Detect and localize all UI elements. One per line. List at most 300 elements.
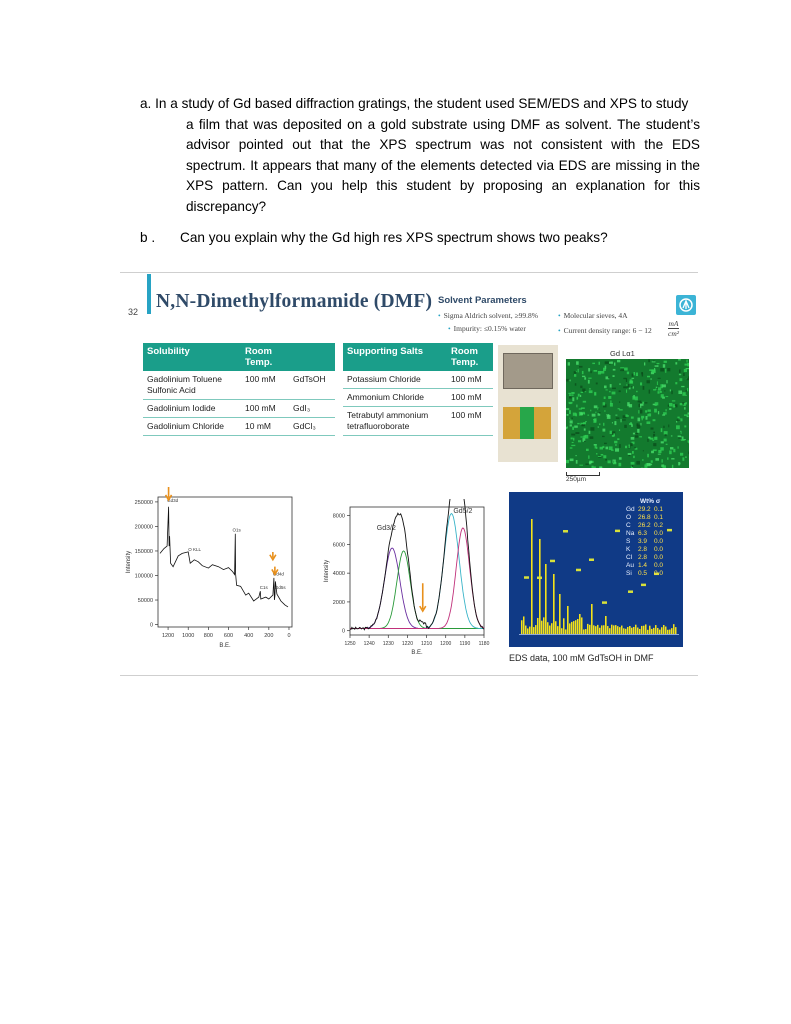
map-speckle — [609, 362, 613, 364]
eds-bar — [641, 626, 643, 634]
map-speckle — [578, 394, 580, 397]
map-speckle — [661, 394, 664, 398]
map-speckle — [678, 446, 679, 448]
eds-bar — [637, 628, 639, 634]
map-speckle — [662, 459, 663, 462]
gd52-label: Gd5/2 — [453, 507, 473, 515]
eds-bar — [581, 617, 583, 634]
map-speckle — [687, 388, 688, 391]
eds-label-tag — [537, 577, 542, 580]
map-speckle — [582, 376, 585, 377]
map-speckle — [643, 450, 644, 451]
map-speckle — [585, 391, 587, 392]
eds-bar — [523, 616, 525, 634]
map-speckle — [629, 388, 631, 390]
eds-bar — [587, 624, 589, 634]
map-speckle — [602, 436, 605, 437]
eds-bar — [623, 628, 625, 634]
map-speckle — [619, 457, 622, 460]
eds-bar — [599, 628, 601, 634]
map-speckle — [655, 404, 657, 406]
map-speckle — [615, 415, 617, 416]
map-speckle — [670, 389, 671, 391]
map-speckle — [670, 447, 673, 449]
map-speckle — [580, 436, 583, 437]
y-tick-label: 100000 — [134, 573, 153, 580]
map-speckle — [658, 454, 661, 455]
map-speckle — [635, 396, 638, 400]
map-speckle — [688, 413, 690, 415]
eds-bar — [557, 626, 559, 634]
eds-bar — [615, 625, 617, 634]
map-speckle — [604, 411, 606, 412]
eds-bar — [595, 626, 597, 634]
map-speckle — [663, 412, 667, 414]
eds-bar — [573, 621, 575, 634]
plot-frame — [158, 497, 292, 627]
map-speckle — [601, 454, 604, 456]
eds-bar — [583, 629, 585, 634]
map-speckle — [669, 408, 671, 410]
map-speckle — [599, 423, 600, 425]
y-tick-label: 6000 — [332, 542, 345, 549]
current-density-unit: mA cm² — [668, 319, 679, 338]
map-speckle — [588, 455, 589, 458]
slide-title: N,N-Dimethylformamide (DMF) — [156, 291, 433, 312]
map-speckle — [652, 440, 654, 441]
map-speckle — [675, 404, 678, 407]
question-a-first-line: a. In a study of Gd based diffraction gratings, the student used SEM/EDS and XPS to study — [140, 96, 689, 111]
map-speckle — [631, 437, 635, 440]
eds-bar — [535, 625, 537, 634]
map-speckle — [624, 425, 627, 428]
map-speckle — [579, 465, 583, 466]
y-tick-label: 50000 — [137, 598, 153, 605]
peak-annotation: O1s — [232, 527, 241, 533]
map-speckle — [658, 387, 661, 390]
map-speckle — [608, 376, 609, 378]
map-speckle — [684, 425, 686, 427]
map-speckle — [632, 374, 634, 377]
map-speckle — [680, 453, 683, 456]
map-speckle — [582, 371, 584, 374]
eds-bar — [619, 627, 621, 634]
map-speckle — [568, 362, 570, 365]
y-axis-label: Intensity — [324, 559, 330, 583]
map-speckle — [627, 372, 629, 375]
map-speckle — [613, 375, 615, 377]
eds-label-tag — [615, 530, 620, 533]
map-speckle — [603, 429, 606, 432]
eds-table-row: Na 6.3 0.0 — [626, 530, 664, 537]
eds-bar — [663, 625, 665, 634]
map-speckle — [603, 423, 604, 426]
map-speckle — [569, 410, 571, 414]
map-speckle — [686, 395, 687, 396]
sample-photo — [498, 345, 558, 462]
map-speckle — [589, 431, 591, 434]
map-speckle — [642, 402, 644, 404]
eds-bar — [571, 622, 573, 634]
x-tick-label: 800 — [203, 633, 213, 639]
data-line — [350, 499, 484, 630]
map-speckle — [666, 396, 669, 397]
map-speckle — [647, 380, 650, 383]
map-speckle — [664, 390, 665, 391]
map-speckle — [596, 453, 597, 455]
map-speckle — [653, 419, 656, 421]
map-speckle — [577, 423, 580, 424]
formula-header — [289, 343, 335, 371]
slide-number: 32 — [128, 307, 139, 317]
eds-bar — [591, 629, 593, 634]
eds-label-tag — [602, 601, 607, 604]
map-speckle — [647, 439, 648, 442]
map-speckle — [671, 458, 674, 459]
map-speckle — [642, 459, 643, 461]
map-speckle — [590, 371, 591, 374]
map-speckle — [640, 382, 642, 385]
question-a-body: a film that was deposited on a gold substrate using DMF as solvent. The student’s advisor pointed out that the XPS spectrum was not consistent with the EDS spectrum. It appears that many of the elements detected via EDS are missing in the XPS pattern. Can you help this student by proposing an explanation for this discrepancy? — [186, 116, 700, 214]
eds-bar — [629, 629, 631, 634]
y-tick-label: 4000 — [332, 571, 345, 578]
map-speckle — [668, 425, 669, 428]
map-speckle — [583, 422, 586, 424]
map-speckle — [601, 371, 605, 374]
map-speckle — [593, 419, 596, 420]
map-speckle — [579, 366, 583, 368]
x-tick-label: 600 — [223, 633, 234, 639]
map-speckle — [635, 435, 638, 437]
map-speckle — [628, 455, 630, 456]
map-speckle — [645, 410, 647, 412]
map-speckle — [566, 408, 569, 410]
x-tick-label: 1180 — [478, 641, 490, 647]
eds-label-tag — [563, 530, 568, 533]
eds-bar — [563, 618, 565, 634]
eds-bar — [575, 620, 577, 634]
map-speckle — [671, 391, 672, 395]
map-speckle — [574, 374, 576, 377]
map-speckle — [612, 388, 616, 390]
map-speckle — [586, 449, 589, 451]
map-speckle — [634, 447, 635, 449]
map-speckle — [576, 405, 577, 408]
eds-bar — [655, 625, 657, 634]
map-speckle — [638, 410, 639, 413]
eds-bar — [659, 630, 661, 634]
eds-bar — [569, 623, 571, 634]
map-speckle — [590, 410, 591, 412]
map-speckle — [647, 454, 649, 458]
map-speckle — [619, 390, 621, 392]
map-speckle — [679, 437, 682, 439]
map-speckle — [599, 466, 602, 468]
map-speckle — [570, 420, 573, 423]
eds-bar — [613, 625, 615, 634]
map-speckle — [580, 395, 581, 397]
map-speckle — [653, 434, 655, 437]
eds-label-tag — [576, 569, 581, 572]
eds-bar — [653, 628, 655, 634]
map-speckle — [567, 414, 569, 416]
map-speckle — [584, 428, 586, 430]
map-speckle — [596, 383, 598, 385]
map-speckle — [594, 405, 598, 408]
eds-bar — [577, 619, 579, 634]
eds-bar — [643, 626, 645, 634]
eds-bar — [673, 624, 675, 634]
eds-bar — [651, 629, 653, 634]
map-speckle — [580, 386, 582, 389]
map-speckle — [571, 445, 575, 446]
x-tick-label: 0 — [287, 633, 291, 639]
map-speckle — [672, 465, 673, 468]
eds-bar — [627, 627, 629, 634]
eds-bar — [527, 628, 529, 634]
eds-bar — [649, 626, 651, 634]
map-speckle — [660, 368, 664, 371]
map-speckle — [608, 460, 611, 463]
map-speckle — [669, 451, 672, 455]
map-speckle — [648, 410, 651, 412]
map-speckle — [567, 427, 568, 428]
map-speckle — [615, 444, 617, 445]
eds-bar — [551, 623, 553, 634]
map-speckle — [631, 424, 633, 427]
map-speckle — [576, 361, 579, 365]
map-speckle — [633, 456, 635, 458]
map-speckle — [657, 363, 660, 364]
map-speckle — [592, 466, 594, 468]
map-speckle — [569, 394, 571, 396]
map-speckle — [652, 361, 656, 362]
map-speckle — [569, 403, 572, 404]
eds-table-row: K 2.8 0.0 — [626, 546, 664, 553]
map-speckle — [619, 463, 622, 467]
eds-bar — [657, 628, 659, 634]
x-tick-label: 400 — [244, 633, 254, 639]
map-speckle — [604, 386, 607, 389]
map-speckle — [614, 441, 617, 444]
peak-annotation: Gd3d — [167, 497, 179, 503]
map-speckle — [676, 425, 680, 429]
map-speckle — [665, 434, 667, 436]
orange-arrow-icon — [270, 552, 276, 560]
map-speckle — [575, 383, 577, 386]
map-speckle — [606, 447, 609, 450]
eds-label-tag — [524, 576, 529, 579]
map-speckle — [662, 414, 665, 415]
y-tick-label: 150000 — [134, 548, 153, 555]
map-speckle — [627, 402, 630, 406]
map-speckle — [605, 459, 607, 461]
eds-bar — [635, 625, 637, 634]
eds-axis — [519, 634, 679, 635]
map-speckle — [604, 443, 607, 444]
map-speckle — [651, 428, 654, 430]
map-speckle — [620, 368, 624, 370]
map-speckle — [684, 407, 686, 409]
map-speckle — [612, 422, 613, 423]
eds-bar — [625, 629, 627, 634]
map-speckle — [638, 401, 642, 403]
map-speckle — [679, 370, 681, 373]
map-speckle — [637, 429, 639, 433]
map-speckle — [654, 437, 657, 440]
x-tick-label: 200 — [264, 633, 274, 639]
map-speckle — [662, 384, 666, 387]
scale-label: 250µm — [566, 476, 587, 483]
eds-bar — [539, 625, 541, 634]
map-speckle — [595, 412, 596, 414]
map-speckle — [664, 439, 667, 442]
map-speckle — [619, 401, 620, 403]
eds-bar — [671, 628, 673, 634]
peak-annotation: Gd4d — [272, 571, 284, 577]
map-speckle — [588, 368, 590, 371]
map-speckle — [678, 462, 680, 465]
map-speckle — [652, 369, 656, 373]
eds-bar — [631, 628, 633, 634]
map-speckle — [673, 449, 675, 452]
scale-bar — [566, 472, 600, 483]
map-speckle — [610, 431, 613, 434]
eds-label-tag — [628, 590, 633, 593]
map-speckle — [660, 447, 664, 450]
eds-table-row: Gd 29.2 0.1 — [626, 506, 664, 513]
map-speckle — [653, 443, 656, 446]
eds-bar — [547, 622, 549, 634]
map-speckle — [599, 362, 601, 365]
eds-label-tag — [667, 529, 672, 532]
map-speckle — [622, 419, 626, 420]
map-speckle — [585, 464, 589, 465]
map-speckle — [617, 438, 619, 440]
eds-bar — [603, 625, 605, 634]
map-speckle — [663, 364, 665, 368]
map-speckle — [636, 461, 640, 465]
map-speckle — [686, 378, 689, 380]
map-speckle — [603, 368, 606, 371]
map-speckle — [632, 465, 633, 467]
map-speckle — [631, 417, 634, 419]
map-speckle — [619, 383, 620, 385]
solvent-parameters-heading: Solvent Parameters — [438, 295, 527, 306]
map-speckle — [640, 423, 641, 426]
map-speckle — [618, 408, 620, 409]
solubility-header: Solubility — [143, 343, 241, 371]
eds-bar — [601, 625, 603, 634]
map-speckle — [580, 412, 583, 415]
map-speckle — [592, 414, 596, 417]
fit-peak — [350, 528, 484, 629]
map-speckle — [590, 427, 594, 431]
map-speckle — [579, 408, 582, 409]
map-speckle — [570, 424, 572, 426]
map-speckle — [572, 397, 574, 401]
map-speckle — [656, 388, 657, 390]
map-speckle — [635, 433, 638, 434]
gd3d-chart — [320, 499, 492, 659]
map-speckle — [570, 447, 573, 448]
map-speckle — [566, 379, 569, 382]
map-speckle — [593, 420, 596, 423]
map-speckle — [613, 369, 616, 371]
map-speckle — [598, 456, 601, 457]
map-speckle — [680, 378, 683, 381]
eds-bar — [669, 630, 671, 634]
map-speckle — [623, 386, 626, 388]
table-row: Gadolinium Iodide 100 mM GdI₃ — [143, 400, 335, 418]
map-speckle — [643, 386, 645, 390]
map-speckle — [588, 380, 590, 384]
map-speckle — [583, 412, 585, 414]
map-speckle — [619, 444, 621, 448]
peak-annotation: O KLL — [188, 546, 201, 552]
sample-plate-grey — [503, 353, 553, 389]
map-speckle — [647, 421, 651, 424]
map-speckle — [639, 436, 642, 437]
x-axis-label: B.E. — [411, 650, 423, 656]
map-speckle — [588, 378, 591, 379]
sample-plate-coated — [503, 407, 551, 439]
map-speckle — [610, 400, 611, 404]
table-row: Ammonium Chloride 100 mM — [343, 389, 493, 407]
map-speckle — [674, 406, 675, 407]
map-speckle — [632, 396, 635, 400]
map-speckle — [574, 426, 578, 428]
map-speckle — [655, 458, 659, 461]
map-speckle — [641, 416, 644, 419]
map-speckle — [572, 427, 574, 430]
map-speckle — [634, 372, 636, 375]
map-speckle — [649, 390, 651, 394]
eds-bar — [561, 628, 563, 634]
map-speckle — [678, 359, 681, 360]
map-speckle — [571, 394, 573, 395]
map-speckle — [598, 409, 600, 410]
eds-bar — [611, 625, 613, 634]
y-tick-label: 0 — [341, 628, 345, 635]
map-speckle — [658, 411, 659, 414]
y-tick-label: 250000 — [134, 499, 153, 506]
x-tick-label: 1220 — [401, 641, 413, 647]
map-speckle — [681, 439, 685, 441]
map-speckle — [683, 373, 684, 376]
eds-label-tag — [589, 559, 594, 562]
map-speckle — [583, 401, 586, 403]
plot-frame — [350, 507, 484, 635]
map-speckle — [616, 417, 620, 419]
map-speckle — [581, 392, 584, 393]
map-speckle — [682, 392, 685, 396]
eds-bar — [555, 621, 557, 634]
eds-table-row: Au 1.4 0.0 — [626, 562, 664, 569]
map-speckle — [664, 361, 667, 363]
map-speckle — [629, 381, 633, 384]
map-speckle — [677, 419, 681, 421]
map-speckle — [638, 418, 641, 422]
map-speckle — [671, 435, 673, 436]
map-speckle — [615, 448, 619, 451]
map-speckle — [667, 368, 670, 371]
map-speckle — [573, 438, 574, 441]
map-speckle — [662, 465, 666, 468]
map-speckle — [571, 438, 573, 440]
map-speckle — [685, 456, 687, 458]
map-speckle — [604, 397, 606, 400]
